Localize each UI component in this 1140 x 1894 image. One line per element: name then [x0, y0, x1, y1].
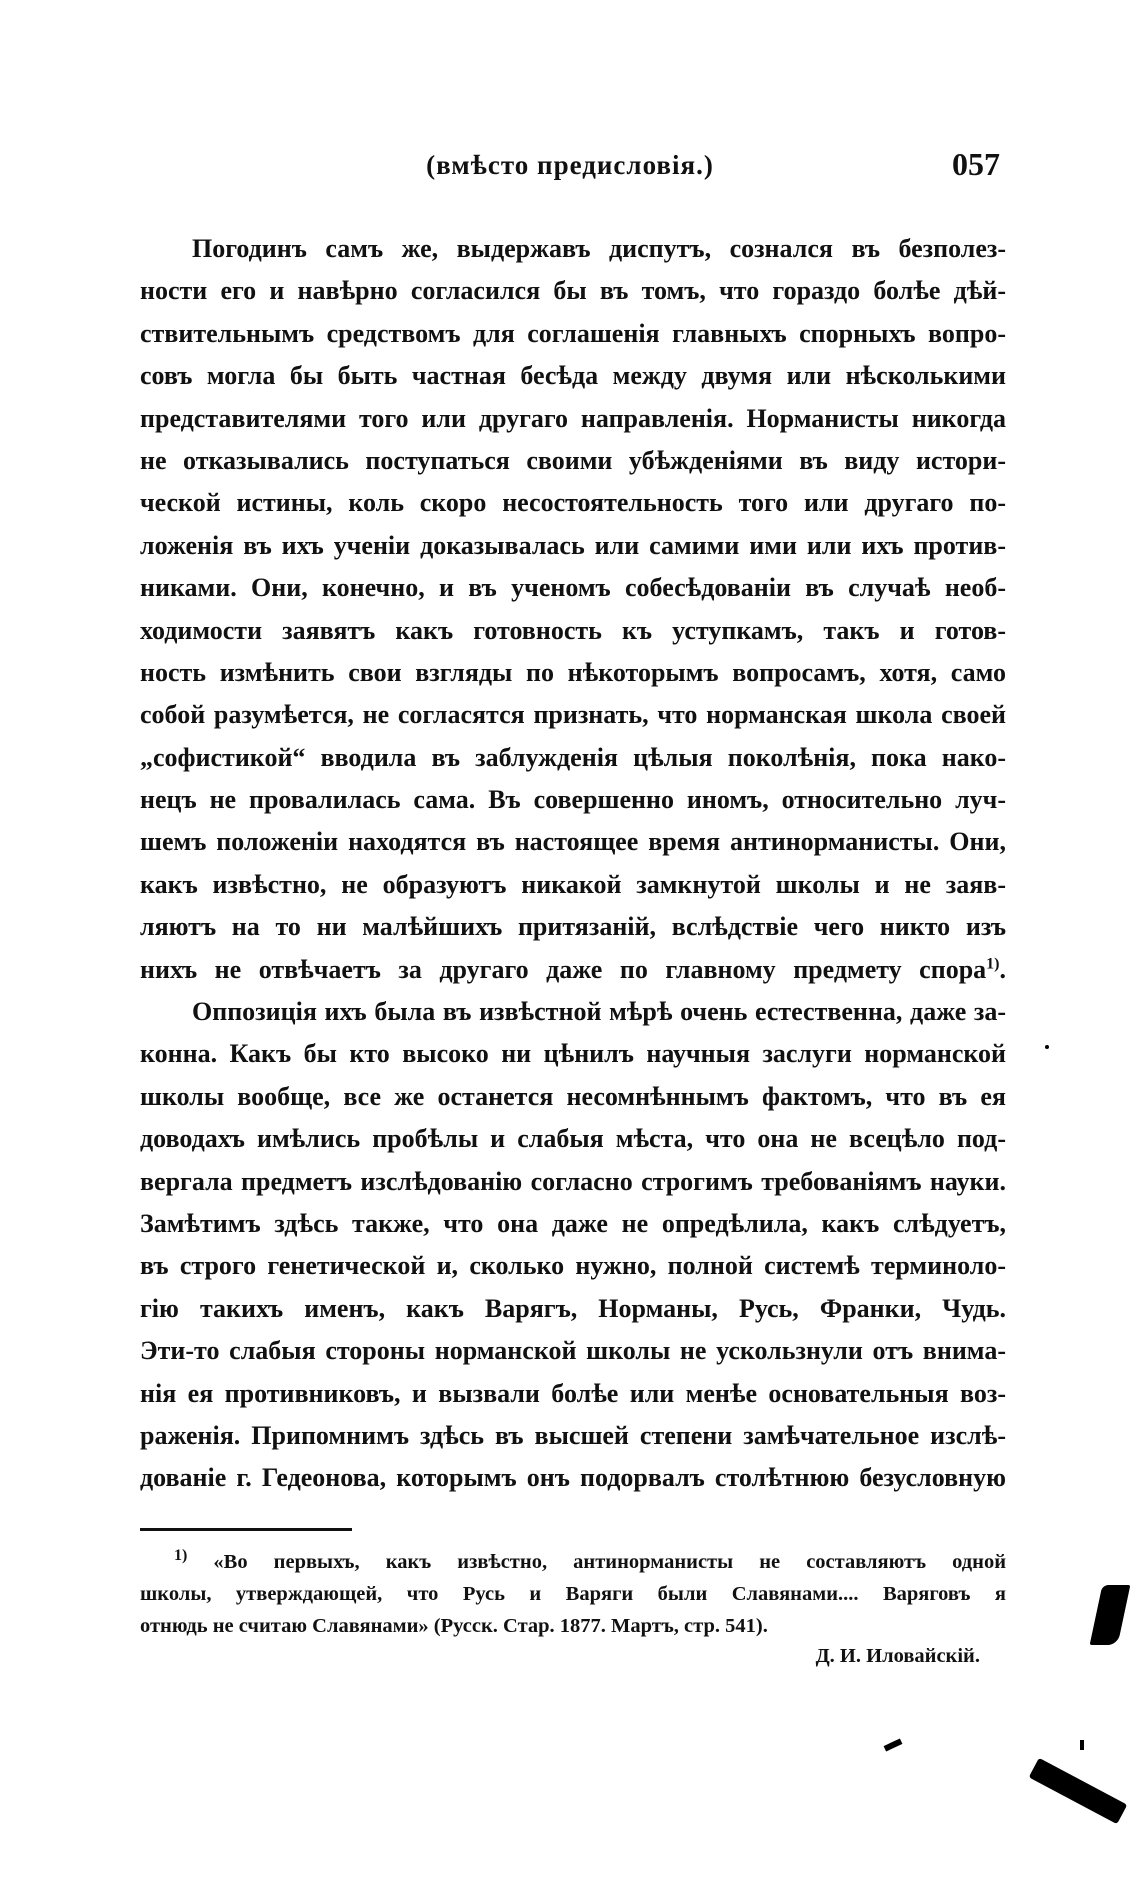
body-line-text: представителями того или другаго направленія. Норманисты никогда: [140, 403, 1006, 433]
page-number: 057: [952, 146, 1000, 182]
footnote-line: [140, 1578, 1006, 1610]
body-line: [140, 270, 1006, 312]
scan-artifact-mark: [1080, 1740, 1084, 1750]
body-line: [140, 779, 1006, 821]
body-line: [140, 694, 1006, 736]
body-line: [140, 1288, 1006, 1330]
footnote: [140, 1546, 1006, 1642]
body-line-text: конна. Какъ бы кто высоко ни цѣнилъ научныя заслуги норманской: [140, 1039, 1006, 1069]
body-line-text: ность измѣнить свои взгляды по нѣкоторымъ вопросамъ, хотя, само: [140, 657, 1006, 687]
body-line-text: нецъ не провалилась сама. Въ совершенно иномъ, относительно луч-: [140, 785, 1006, 815]
body-line: [140, 355, 1006, 397]
footnote-line-text: школы, утверждающей, что Русь и Варяги были Славянами.... Варяговъ я: [140, 1583, 1006, 1605]
body-line-text: „софистикой“ вводила въ заблужденія цѣлыя поколѣнія, пока нако-: [140, 742, 1006, 772]
body-text: [140, 228, 1006, 1500]
body-line-text: ходимости заявятъ какъ готовность къ уступкамъ, такъ и готов-: [140, 615, 1006, 645]
scan-artifact-mark: [884, 1738, 903, 1751]
body-line-text: совъ могла бы быть частная бесѣда между двумя или нѣсколькими: [140, 361, 1006, 391]
body-line: [140, 1415, 1006, 1457]
footnote-reference-punct: .: [999, 954, 1006, 984]
body-line-text: собой разумѣется, не согласятся признать, что норманская школа своей: [140, 700, 1006, 730]
body-line-text: доводахъ имѣлись пробѣлы и слабыя мѣста, что она не всецѣло под-: [140, 1124, 1006, 1154]
body-line-text: ствительнымъ средствомъ для соглашенія главныхъ спорныхъ вопро-: [140, 318, 1006, 348]
body-line-text: гію такихъ именъ, какъ Варягъ, Норманы, Русь, Франки, Чудь.: [140, 1293, 1006, 1323]
body-line: [140, 821, 1006, 863]
running-head: [140, 146, 1000, 190]
body-line: [140, 440, 1006, 482]
body-line-text: нія ея противниковъ, и вызвали болѣе или менѣе основательныя воз-: [140, 1378, 1006, 1408]
scan-artifact-mark: [1090, 1585, 1131, 1645]
body-line: [140, 906, 1006, 948]
footnote-line: [140, 1610, 1006, 1642]
body-line: [140, 1330, 1006, 1372]
body-line: [140, 525, 1006, 567]
body-line: [140, 1457, 1006, 1499]
body-line: [140, 1245, 1006, 1287]
body-line-text: въ строго генетической и, сколько нужно, полной системѣ терминоло-: [140, 1251, 1006, 1281]
footnote-separator: [140, 1528, 352, 1531]
body-line-text: раженія. Припомнимъ здѣсь въ высшей степени замѣчательное изслѣ-: [140, 1420, 1006, 1450]
body-line-text: нихъ не отвѣчаетъ за другаго даже по главному предмету спора: [140, 954, 987, 984]
body-line: [140, 482, 1006, 524]
footnote-line: [140, 1546, 1006, 1578]
body-line-text: вергала предметъ изслѣдованію согласно строгимъ требованіямъ науки.: [140, 1166, 1006, 1196]
body-line: [140, 737, 1006, 779]
body-line-text: ческой истины, коль скоро несостоятельность того или другаго по-: [140, 488, 1006, 518]
body-line-text: шемъ положеніи находятся въ настоящее время антинорманисты. Они,: [140, 827, 1006, 857]
body-line: [140, 228, 1006, 270]
body-line-text: ляютъ на то ни малѣйшихъ притязаній, вслѣдствіе чего никто изъ: [140, 912, 1006, 942]
body-line-text: никами. Они, конечно, и въ ученомъ собесѣдованіи въ случаѣ необ-: [140, 573, 1006, 603]
body-line: [140, 1033, 1006, 1075]
body-line: [140, 1203, 1006, 1245]
body-line: [140, 864, 1006, 906]
body-line-text: Эти-то слабыя стороны норманской школы не ускользнули отъ внима-: [140, 1336, 1006, 1366]
footnote-marker: 1): [174, 1547, 188, 1565]
body-line: [140, 1076, 1006, 1118]
body-line: [140, 567, 1006, 609]
body-line: [140, 1373, 1006, 1415]
body-line-text: какъ извѣстно, не образуютъ никакой замкнутой школы и не заяв-: [140, 869, 1006, 899]
body-line: [140, 949, 1006, 991]
body-line: [140, 313, 1006, 355]
body-line-text: ности его и навѣрно согласился бы въ томъ, что гораздо болѣе дѣй-: [140, 276, 1006, 306]
body-line-text: дованіе г. Гедеонова, которымъ онъ подорвалъ столѣтнюю безусловную: [140, 1463, 1006, 1493]
body-line: [140, 398, 1006, 440]
body-line-text: Оппозиція ихъ была въ извѣстной мѣрѣ очень естественна, даже за-: [192, 997, 1006, 1027]
body-line-text: школы вообще, все же останется несомнѣннымъ фактомъ, что въ ея: [140, 1081, 1006, 1111]
body-line: [140, 652, 1006, 694]
footnote-line-text: «Во первыхъ, какъ извѣстно, антинорманисты не составляютъ одной: [213, 1551, 1007, 1573]
body-line: [140, 991, 1006, 1033]
footnote-reference[interactable]: 1): [986, 954, 1000, 972]
footnote-signature: Д. И. Иловайскій.: [815, 1645, 980, 1667]
scan-artifact-mark: [1029, 1758, 1128, 1824]
body-line-text: Замѣтимъ здѣсь также, что она даже не опредѣлила, какъ слѣдуетъ,: [140, 1208, 1006, 1238]
body-line-text: Погодинъ самъ же, выдержавъ диспутъ, сознался въ безполез-: [192, 234, 1006, 263]
body-line: [140, 610, 1006, 652]
footnote-line-text: отнюдь не считаю Славянами» (Русск. Стар. 1877. Мартъ, стр. 541).: [140, 1615, 768, 1637]
running-title: (вмѣсто предисловія.): [426, 150, 714, 180]
body-line: [140, 1161, 1006, 1203]
body-line-text: не отказывались поступаться своими убѣжденіями въ виду истори-: [140, 445, 1006, 475]
body-line-text: ложенія въ ихъ ученіи доказывалась или самими ими или ихъ против-: [140, 530, 1006, 560]
scan-artifact-mark: [1045, 1045, 1049, 1049]
body-line: [140, 1118, 1006, 1160]
